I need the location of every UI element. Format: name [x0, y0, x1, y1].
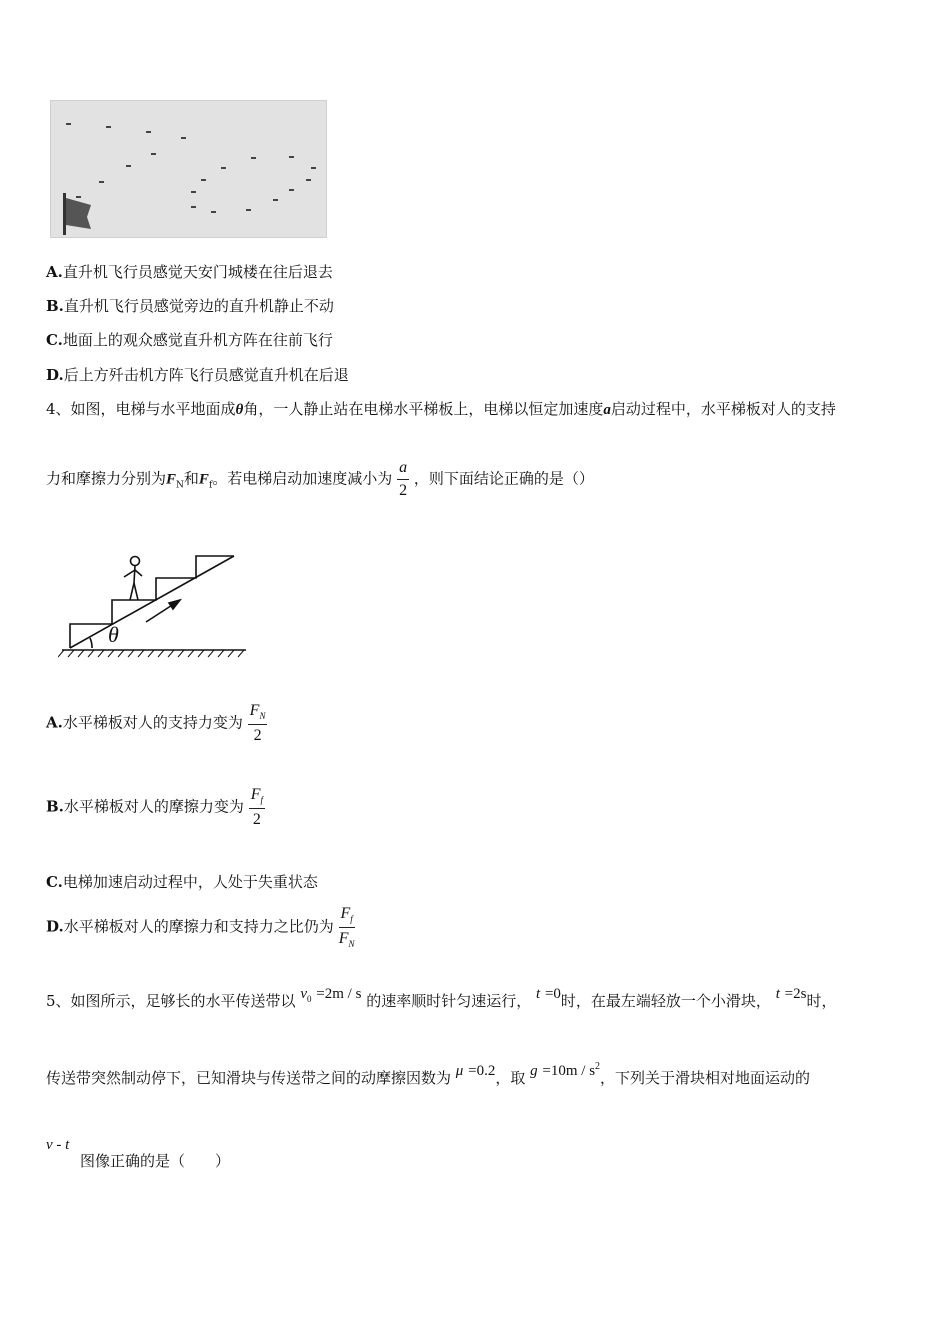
q5-stem-line1: 5、如图所示，足够长的水平传送带以 $v_0 =2m / s$ 的速率顺时针匀速运行， t =0时，在最左端轻放一个小滑块， t =2s时，	[46, 986, 837, 1010]
ff-over-2-fraction: $\frac{F_f}{2}$	[250, 786, 263, 829]
q4-option-d: D.水平梯板对人的摩擦力和支持力之比仍为 $\frac{F_f}{F_N}$	[46, 905, 355, 950]
q5-stem-line2: 传送带突然制动停下，已知滑块与传送带之间的动摩擦因数为 μ =0.2，取 $g =10m / s^2$，下列关于滑块相对地面运动的	[46, 1061, 811, 1087]
q3-option-d: D.后上方歼击机方阵飞行员感觉直升机在后退	[46, 366, 349, 384]
q5-stem-line3: 图像正确的是（ ）	[80, 1152, 231, 1170]
q4-option-a: A.水平梯板对人的支持力变为 $\frac{F_N}{2}$	[46, 702, 266, 745]
q3-option-b: B.直升机飞行员感觉旁边的直升机静止不动	[46, 297, 334, 315]
q3-option-a: A.直升机飞行员感觉天安门城楼在往后退去	[46, 263, 333, 281]
q3-option-c: C.地面上的观众感觉直升机方阵在往前飞行	[46, 331, 333, 349]
q4-option-b: B.水平梯板对人的摩擦力变为 $\frac{F_f}{2}$	[46, 786, 263, 829]
figure-theta-label: θ	[108, 622, 119, 647]
helicopter-formation-image	[51, 101, 326, 237]
q5-vt-label: v - t	[46, 1137, 70, 1153]
escalator-diagram	[58, 548, 253, 660]
q4-stem-line1: 4、如图，电梯与水平地面成θ角，一人静止站在电梯水平梯板上，电梯以恒定加速度a启动过程中，水平梯板对人的支持	[46, 400, 836, 418]
escalator-figure	[58, 548, 253, 664]
a-over-2-fraction: $\frac{a}{2}$	[399, 459, 408, 499]
ff-over-fn-fraction: $\frac{F_f}{F_N}$	[338, 905, 355, 950]
helicopter-formation-photo	[50, 100, 327, 238]
q4-stem-line2: 力和摩擦力分别为$F_N$和$F_f$。若电梯启动加速度减小为 $\frac{a}{2}$ ，则下面结论正确的是（）	[46, 459, 594, 499]
q4-option-c: C.电梯加速启动过程中，人处于失重状态	[46, 873, 318, 891]
fn-over-2-fraction: $\frac{F_N}{2}$	[249, 702, 266, 745]
